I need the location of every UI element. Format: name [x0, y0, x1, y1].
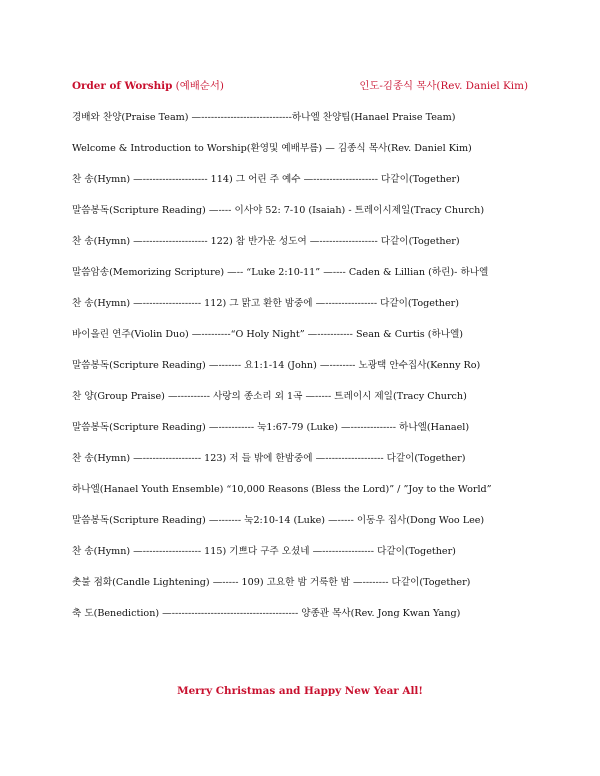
order-item-hymn-114: 찬 송(Hymn) —-------------------- 114) 그 어린 주 예수 —-------------------- 다같이(Together)	[72, 174, 460, 185]
order-item-violin-duo: 바이올린 연주(Violin Duo) —---------“O Holy Night” —----------- Sean & Curtis (하나엘)	[72, 329, 464, 340]
order-item-scripture-isaiah: 말씀봉독(Scripture Reading) —---- 이사야 52: 7-10 (Isaiah) - 트레이시제일(Tracy Church)	[72, 205, 485, 216]
order-item-hymn-123: 찬 송(Hymn) —------------------ 123) 저 들 밖에 한밤중에 —------------------ 다같이(Together)	[72, 453, 466, 464]
order-item-welcome: Welcome & Introduction to Worship(환영및 예배부름) — 김종식 목사(Rev. Daniel Kim)	[72, 143, 472, 154]
title-ko: (예배순서)	[175, 80, 224, 92]
order-item-scripture-luke-2: 말씀봉독(Scripture Reading) —------- 눅2:10-14 (Luke) —----- 이동우 집사(Dong Woo Lee)	[72, 515, 485, 526]
order-item-group-praise: 찬 양(Group Praise) —---------- 사랑의 종소리 외 1곡 —----- 트레이시 제일(Tracy Church)	[72, 391, 467, 402]
order-item-scripture-john: 말씀봉독(Scripture Reading) —------- 요1:1-14 (John) —-------- 노광택 안수집사(Kenny Ro)	[72, 360, 481, 371]
order-item-candle-lighting: 촛불 점화(Candle Lightening) —----- 109) 고요한 밤 거룩한 밤 —-------- 다같이(Together)	[72, 577, 471, 588]
order-item-praise: 경배와 찬양(Praise Team) —----------------------------하나엘 찬양팀(Hanael Praise Team)	[72, 112, 456, 123]
title	[72, 77, 224, 92]
officiant: 인도-김종식 목사(Rev. Daniel Kim)	[359, 80, 528, 92]
order-item-hymn-115: 찬 송(Hymn) —------------------ 115) 기쁘다 구주 오셨네 —---------------- 다같이(Together)	[72, 546, 456, 557]
order-item-hymn-112: 찬 송(Hymn) —------------------ 112) 그 맑고 환한 밤중에 —---------------- 다같이(Together)	[72, 298, 459, 309]
order-list	[72, 111, 528, 638]
order-item-benediction: 축 도(Benediction) —--------------------------------------- 양종관 목사(Rev. Jong Kwan Yang)	[72, 608, 461, 619]
title-en: Order of Worship	[72, 80, 173, 92]
closing-greeting: Merry Christmas and Happy New Year All!	[177, 685, 423, 697]
order-item-scripture-luke-1: 말씀봉독(Scripture Reading) —----------- 눅1:67-79 (Luke) —-------------- 하나엘(Hanael)	[72, 422, 470, 433]
header	[72, 77, 528, 92]
order-item-memorizing: 말씀암송(Memorizing Scripture) —-- “Luke 2:10-11” —---- Caden & Lillian (하린)- 하나엘	[72, 267, 489, 278]
order-item-hymn-122: 찬 송(Hymn) —-------------------- 122) 참 반가운 성도여 —------------------ 다같이(Together)	[72, 236, 460, 247]
order-item-youth-ensemble: 하나엘(Hanael Youth Ensemble) “10,000 Reasons (Bless the Lord)” / ”Joy to the World”	[72, 484, 492, 495]
